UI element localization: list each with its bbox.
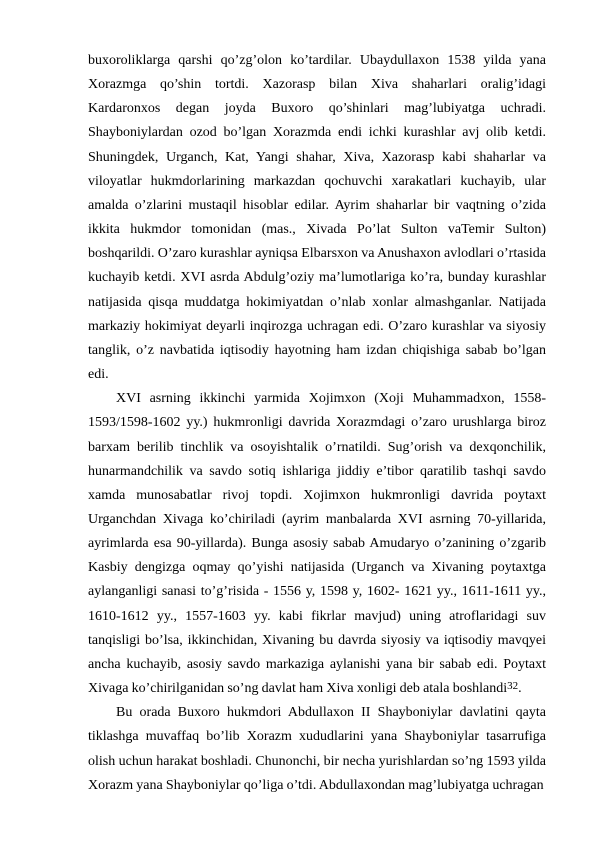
paragraph-2-end: . <box>518 681 522 697</box>
document-body <box>88 49 546 798</box>
paragraph-1 <box>88 49 546 387</box>
paragraph-2-text: XVI asrning ikkinchi yarmida Xojimxon (Xoji Muhammadxon, 1558-1593/1598-1602 yy.) hukmronligi davrida Xorazmdagi o’zaro urushlarga biroz barxam berilib tinchlik va osoyishtalik o’rnatildi. Sug’orish va dexqonchilik, hunarmandchilik va savdo sotiq ishlariga jiddiy e’tibor qaratilib tashqi savdo xamda munosabatlar rivoj topdi. Xojimxon hukmronligi davrida poytaxt Urganchdan Xivaga ko’chiriladi (ayrim manbalarda XVI asrning 70-yillarida, ayrimlarda esa 90-yillarda). Bunga asosiy sabab Amudaryo o’zanining o’zgarib Kasbiy dengizga oqmay qo’yishi natijasida (Urganch va Xivaning poytaxtga aylanganligi sanasi to’g’risida - 1556 y, 1598 y, 1602- 1621 yy., 1611-1611 yy., 1610-1612 yy., 1557-1603 yy. kabi fikrlar mavjud) uning atroflaridagi suv tanqisligi bo’lsa, ikkinchidan, Xivaning bu davrda siyosiy va iqtisodiy mavqyei ancha kuchayib, asosiy savdo markaziga aylanishi yana bir sabab edi. Poytaxt Xivaga ko’chirilganidan so’ng davlat ham Xiva xonligi deb atala boshlandi <box>88 391 546 697</box>
paragraph-3-text: Bu orada Buxoro hukmdori Abdullaxon II Shayboniylar davlatini qayta tiklashga muvaffaq bo’lib Xorazm xududlarini yana Shayboniylar tasarrufiga olish uchun harakat boshladi. Chunonchi, bir necha yurishlardan so’ng 1593 yilda Xorazm yana Shayboniylar qo’liga o’tdi. Abdullaxondan mag’lubiyatga uchragan <box>88 705 546 793</box>
paragraph-2 <box>88 387 546 701</box>
footnote-ref[interactable]: 32 <box>507 680 519 693</box>
paragraph-3 <box>88 701 546 798</box>
paragraph-1-text: buxoroliklarga qarshi qo’zg’olon ko’tardilar. Ubaydullaxon 1538 yilda yana Xorazmga qo’shin tortdi. Xazorasp bilan Xiva shaharlari oralig’idagi Kardaronxos degan joyda Buxoro qo’shinlari mag’lubiyatga uchradi. Shayboniylardan ozod bo’lgan Xorazmda endi ichki kurashlar avj olib ketdi. Shuningdek, Urganch, Kat, Yangi shahar, Xiva, Xazorasp kabi shaharlar va viloyatlar hukmdorlarining markazdan qochuvchi xarakatlari kuchayib, ular amalda o’zlarini mustaqil hisoblar edilar. Ayrim shaharlar bir vaqtning o’zida ikkita hukmdor tomonidan (mas., Xivada Po’lat Sulton vaTemir Sulton) boshqarildi. O’zaro kurashlar ayniqsa Elbarsxon va Anushaxon avlodlari o’rtasida kuchayib ketdi. XVI asrda Abdulg’oziy ma’lumotlariga ko’ra, bunday kurashlar natijasida qisqa muddatga hokimiyatdan o’nlab xonlar almashganlar. Natijada markaziy hokimiyat deyarli inqirozga uchragan edi. O’zaro kurashlar va siyosiy tanglik, o’z navbatida iqtisodiy hayotning ham izdan chiqishiga sabab bo’lgan edi. <box>88 53 546 383</box>
